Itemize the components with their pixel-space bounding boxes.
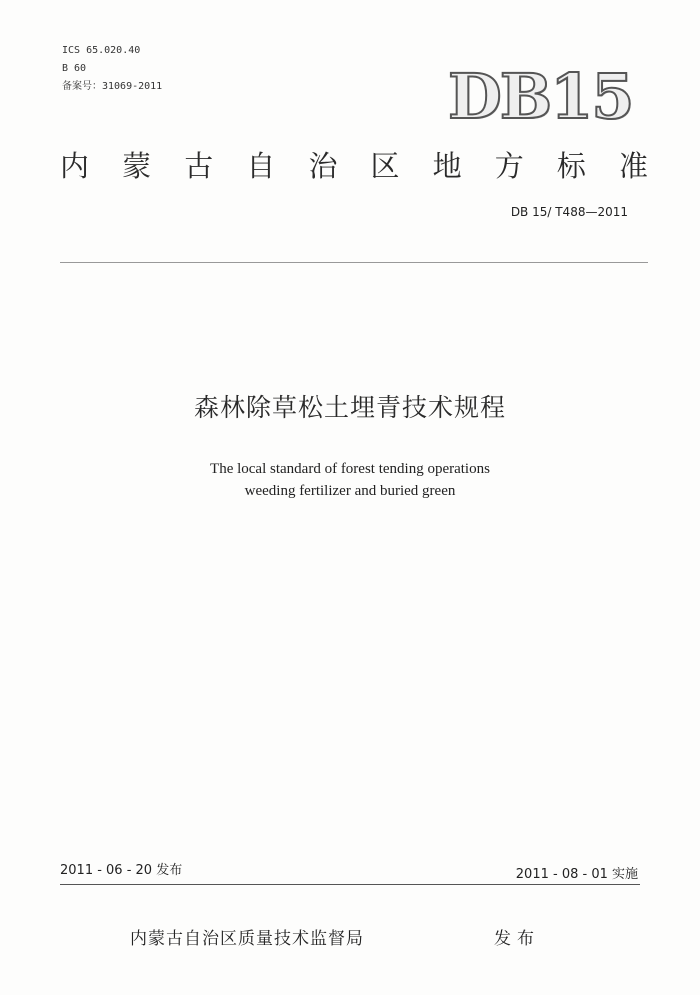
- standard-number: DB 15/ T488—2011: [510, 205, 628, 219]
- standard-type-char: 自: [246, 149, 276, 183]
- standard-type-char: 方: [494, 149, 524, 183]
- standard-type-char: 蒙: [122, 149, 152, 183]
- standard-type-title: [60, 148, 648, 184]
- english-title-line: The local standard of forest tending operations: [210, 461, 490, 477]
- english-title: [0, 458, 700, 502]
- standard-type-char: 内: [60, 149, 90, 183]
- issue-date: 2011 - 06 - 20 发布: [60, 863, 183, 878]
- classification-block: [62, 42, 162, 96]
- category-code: B 60: [62, 63, 87, 74]
- header-divider: [60, 262, 648, 263]
- filing-number: 备案号：31069-2011: [62, 81, 163, 92]
- standard-type-char: 标: [556, 149, 586, 183]
- english-title-line: weeding fertilizer and buried green: [244, 483, 456, 499]
- standard-type-char: 古: [184, 149, 214, 183]
- standard-type-char: 地: [432, 149, 462, 183]
- db15-logo: DB15: [448, 60, 633, 133]
- document-title: 森林除草松土埋青技术规程: [193, 393, 506, 422]
- issuing-authority: 内蒙古自治区质量技术监督局: [130, 929, 364, 949]
- ics-code: ICS 65.020.40: [62, 45, 141, 56]
- standard-type-char: 治: [308, 149, 338, 183]
- standard-type-char: 准: [618, 149, 648, 183]
- implementation-date: 2011 - 08 - 01 实施: [515, 867, 638, 882]
- standard-type-char: 区: [370, 149, 400, 183]
- issue-label: 发布: [494, 929, 540, 949]
- footer-divider: [60, 884, 640, 885]
